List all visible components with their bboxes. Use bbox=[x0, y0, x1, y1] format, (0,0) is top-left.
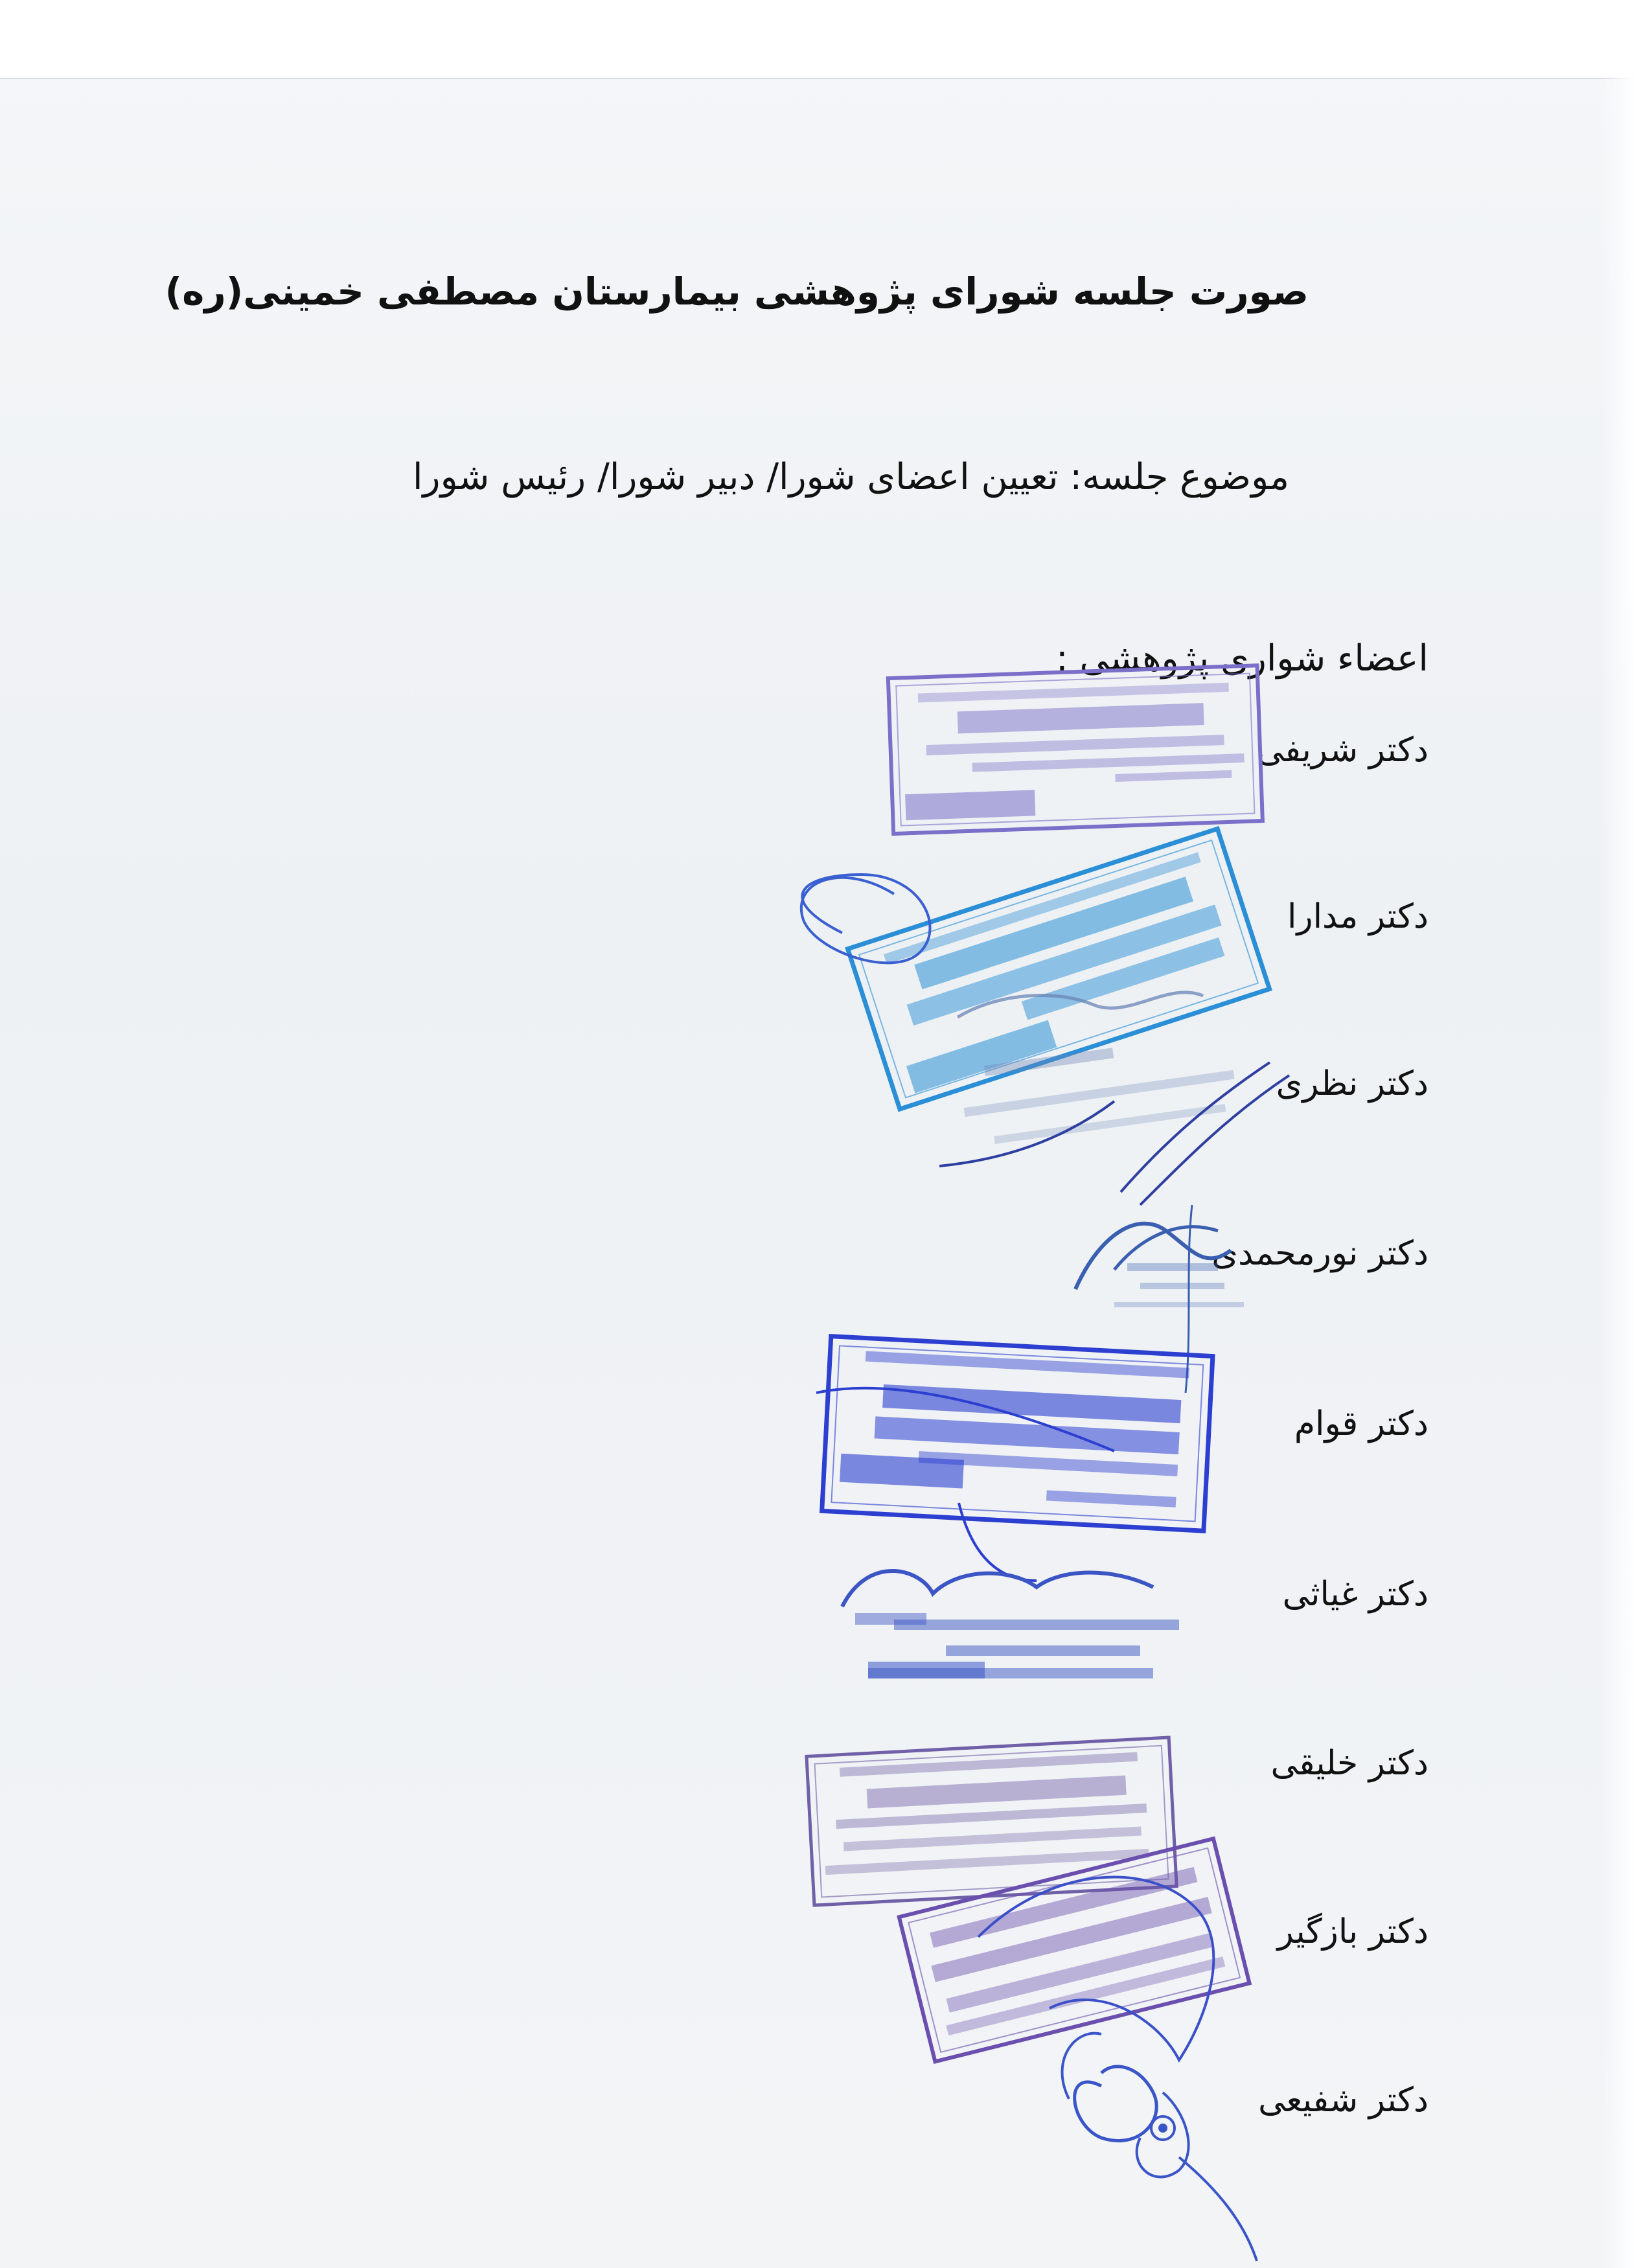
member-name-nazari: دکتر نظری bbox=[1276, 1064, 1428, 1103]
member-name-bazgir: دکتر بازگیر bbox=[1277, 1912, 1428, 1951]
members-heading: اعضاء شوارى پژوهشى : bbox=[1055, 637, 1428, 680]
member-name-nourmohammadi: دکتر نورمحمدی bbox=[1211, 1234, 1428, 1273]
member-name-sharifi: دکتر شریفی bbox=[1256, 731, 1428, 770]
document-title: صورت جلسه شورای پژوهشی بیمارستان مصطفی خمینی(ره) bbox=[165, 269, 1309, 314]
member-name-shafiei: دکتر شفیعی bbox=[1258, 2081, 1428, 2120]
member-name-ghiasi: دکتر غیاثی bbox=[1282, 1575, 1428, 1614]
scan-right-edge bbox=[1600, 78, 1652, 2268]
member-name-madara: دکتر مدارا bbox=[1287, 897, 1428, 936]
signature-madara bbox=[801, 875, 930, 963]
scan-top-margin bbox=[0, 0, 1652, 79]
signature-shafiei bbox=[1062, 2033, 1257, 2261]
member-name-khaleghi: دکتر خلیقی bbox=[1270, 1744, 1428, 1783]
meeting-subject: موضوع جلسه: تعیین اعضای شورا/ دبیر شورا/ رئیس شورا bbox=[412, 456, 1289, 498]
signature-ghavam bbox=[816, 1388, 1114, 1581]
signature-bazgir bbox=[978, 1877, 1213, 2060]
member-name-ghavam: دکتر قوام bbox=[1294, 1404, 1428, 1443]
